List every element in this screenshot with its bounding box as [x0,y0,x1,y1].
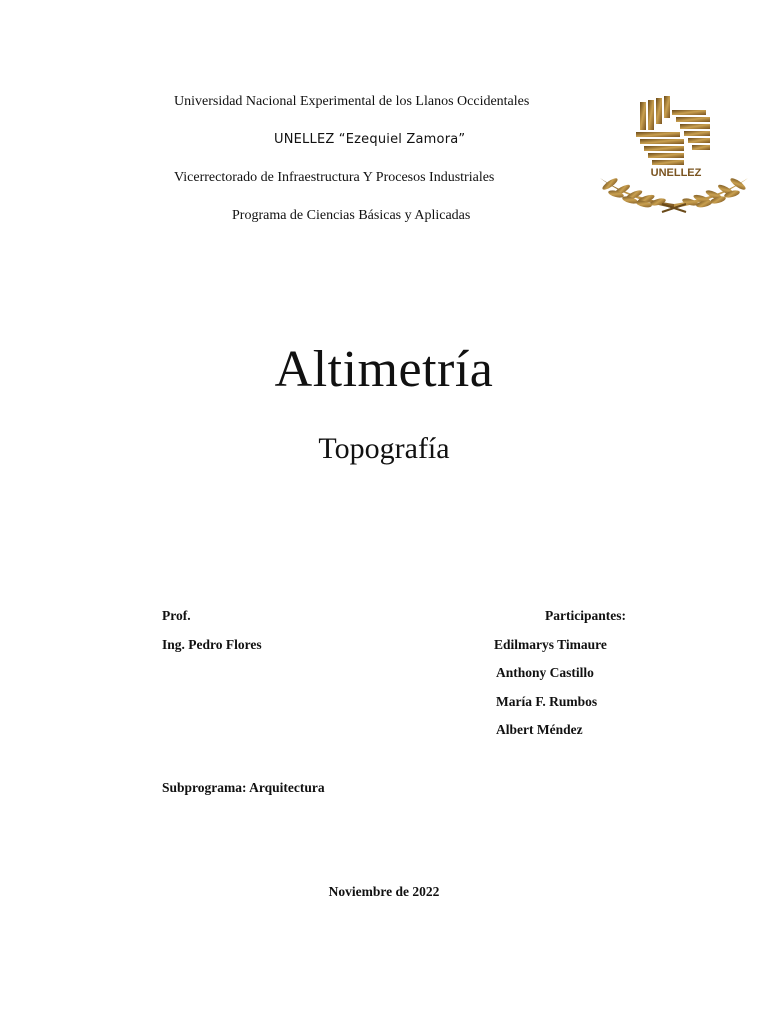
professor-label: Prof. [162,608,191,623]
vicerrectorado: Vicerrectorado de Infraestructura Y Procesos Industriales [174,170,495,185]
participant-name: Albert Méndez [496,722,583,737]
unellez-name: UNELLEZ “Ezequiel Zamora” [274,132,466,147]
logo-text: UNELLEZ [650,167,702,179]
participant-name: María F. Rumbos [496,694,598,709]
participant-name: Anthony Castillo [496,665,594,680]
professor-name: Ing. Pedro Flores [162,637,262,652]
participant-name: Edilmarys Timaure [494,637,607,652]
university-name: Universidad Nacional Experimental de los Llanos Occidentales [174,94,530,109]
programa: Programa de Ciencias Básicas y Aplicadas [232,208,471,223]
unellez-logo [596,92,752,216]
date: Noviembre de 2022 [328,884,440,899]
page-title: Altimetría [274,341,494,398]
participants-label: Participantes: [545,608,626,623]
subprograma: Subprograma: Arquitectura [162,780,325,795]
page-subtitle: Topografía [318,432,450,465]
